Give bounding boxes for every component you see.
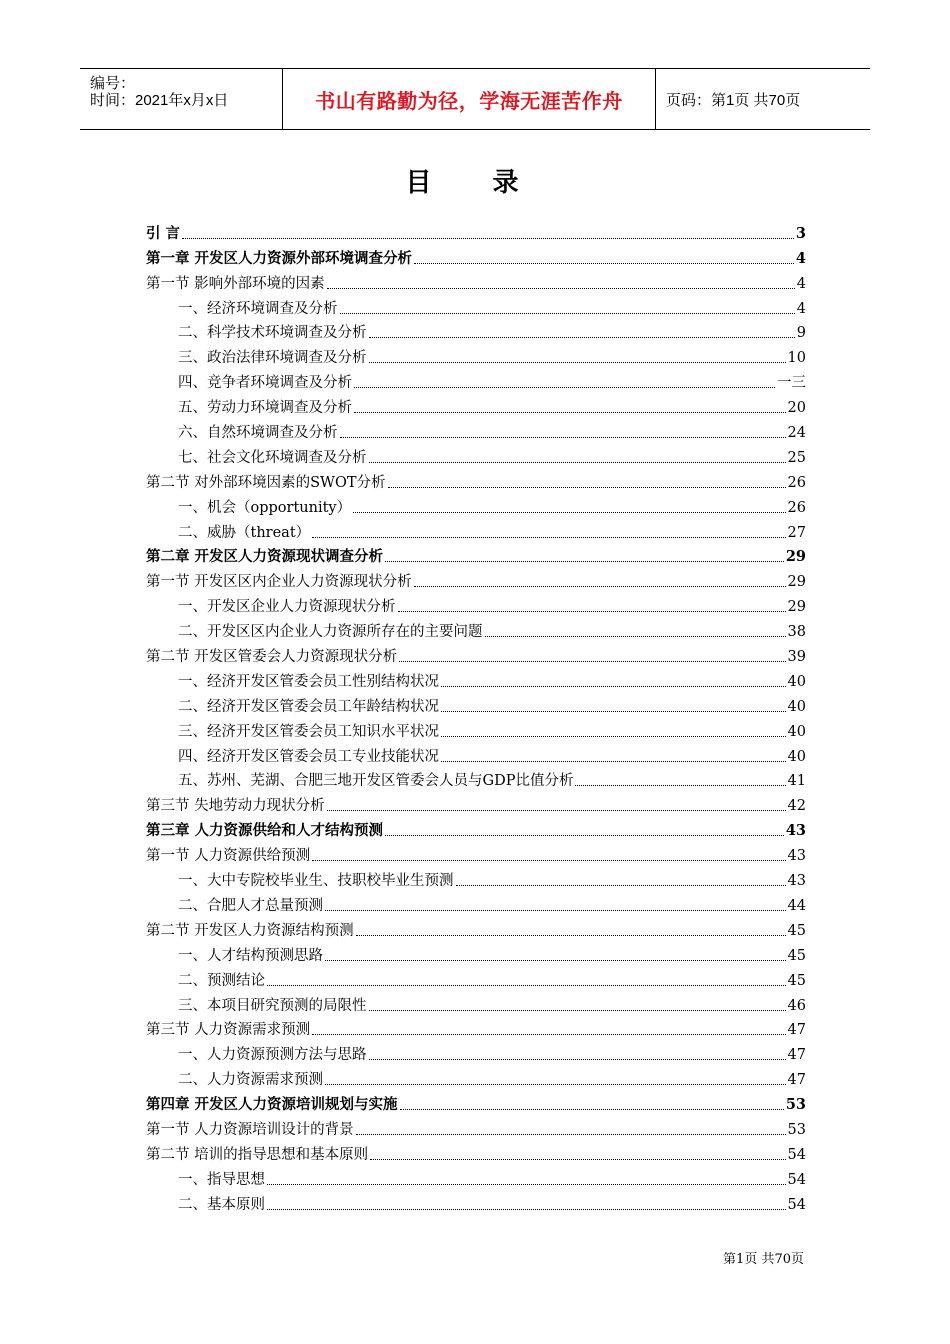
toc-entry[interactable] bbox=[146, 1139, 806, 1164]
toc-entry-title: 三、经济开发区管委会员工知识水平状况 bbox=[178, 723, 439, 740]
toc-dot-leader bbox=[398, 611, 786, 612]
toc-dot-leader bbox=[385, 835, 784, 836]
toc-entry[interactable] bbox=[146, 1164, 806, 1189]
toc-entry-title: 一、机会（opportunity） bbox=[178, 499, 352, 516]
toc-entry-title: 一、经济环境调查及分析 bbox=[178, 300, 338, 317]
toc-entry-page: 9 bbox=[796, 325, 806, 342]
toc-dot-leader bbox=[356, 935, 786, 936]
toc-entry-page: 26 bbox=[787, 474, 806, 491]
toc-entry-page: 4 bbox=[796, 275, 806, 292]
toc-dot-leader bbox=[385, 561, 784, 562]
toc-dot-leader bbox=[354, 412, 786, 413]
toc-dot-leader bbox=[369, 1059, 786, 1060]
toc-entry-title: 第三节 失地劳动力现状分析 bbox=[146, 798, 325, 815]
toc-entry-page: 45 bbox=[787, 972, 806, 989]
toc-entry-title: 第一节 开发区区内企业人力资源现状分析 bbox=[146, 574, 412, 591]
toc-entry[interactable] bbox=[146, 865, 806, 890]
toc-entry-page: 24 bbox=[787, 425, 806, 442]
toc-entry[interactable] bbox=[146, 666, 806, 691]
toc-entry-page: 45 bbox=[787, 947, 806, 964]
toc-dot-leader bbox=[327, 288, 795, 289]
toc-entry[interactable] bbox=[146, 1189, 806, 1214]
toc-entry[interactable] bbox=[146, 790, 806, 815]
toc-entry-title: 第一节 人力资源培训设计的背景 bbox=[146, 1121, 354, 1138]
toc-entry[interactable] bbox=[146, 467, 806, 492]
toc-entry-title: 二、人力资源需求预测 bbox=[178, 1072, 323, 1089]
toc-entry[interactable] bbox=[146, 243, 806, 268]
toc-dot-leader bbox=[399, 661, 785, 662]
toc-entry-page: 43 bbox=[787, 873, 806, 890]
toc-dot-leader bbox=[353, 512, 785, 513]
header-page-number: 页码：第1页 共70页 bbox=[666, 91, 801, 109]
toc-entry[interactable] bbox=[146, 293, 806, 318]
toc-entry-page: 40 bbox=[787, 673, 806, 690]
toc-entry[interactable] bbox=[146, 342, 806, 367]
toc-dot-leader bbox=[369, 362, 786, 363]
toc-entry[interactable] bbox=[146, 1089, 806, 1114]
toc-entry[interactable] bbox=[146, 392, 806, 417]
toc-entry[interactable] bbox=[146, 1015, 806, 1040]
toc-entry[interactable] bbox=[146, 1064, 806, 1089]
toc-dot-leader bbox=[340, 437, 786, 438]
toc-entry[interactable] bbox=[146, 815, 806, 840]
toc-entry-page: 44 bbox=[787, 897, 806, 914]
toc-entry-page: 40 bbox=[787, 748, 806, 765]
toc-dot-leader bbox=[312, 860, 785, 861]
toc-dot-leader bbox=[267, 1184, 786, 1185]
toc-entry[interactable] bbox=[146, 517, 806, 542]
toc-entry-page: 3 bbox=[795, 224, 806, 242]
header-motto: 书山有路勤为径，学海无涯苦作舟 bbox=[315, 88, 623, 113]
toc-entry-page: 43 bbox=[787, 848, 806, 865]
toc-entry-title: 第二节 开发区人力资源结构预测 bbox=[146, 922, 354, 939]
toc-entry-title: 第三章 人力资源供给和人才结构预测 bbox=[146, 822, 384, 840]
toc-entry[interactable] bbox=[146, 318, 806, 343]
toc-entry-page: 26 bbox=[787, 499, 806, 516]
toc-entry-title: 第二节 对外部环境因素的SWOT分析 bbox=[146, 474, 386, 491]
toc-entry-page: 38 bbox=[787, 624, 806, 641]
toc-entry-page: 42 bbox=[787, 798, 806, 815]
toc-dot-leader bbox=[441, 736, 786, 737]
toc-entry-page: 20 bbox=[787, 400, 806, 417]
toc-entry[interactable] bbox=[146, 542, 806, 567]
toc-entry-title: 五、劳动力环境调查及分析 bbox=[178, 400, 352, 417]
toc-entry-title: 第四章 开发区人力资源培训规划与实施 bbox=[146, 1096, 398, 1114]
toc-dot-leader bbox=[369, 462, 786, 463]
toc-entry-page: 4 bbox=[796, 300, 806, 317]
header-motto-cell bbox=[283, 69, 656, 129]
toc-entry-page: 39 bbox=[787, 649, 806, 666]
toc-entry-page: 45 bbox=[787, 922, 806, 939]
toc-entry-page: 53 bbox=[787, 1121, 806, 1138]
toc-entry-title: 第二节 开发区管委会人力资源现状分析 bbox=[146, 649, 398, 666]
toc-entry-page: 一三 bbox=[777, 375, 806, 392]
toc-dot-leader bbox=[370, 1159, 785, 1160]
toc-entry-title: 一、人才结构预测思路 bbox=[178, 947, 323, 964]
toc-entry-title: 第二章 开发区人力资源现状调查分析 bbox=[146, 548, 384, 566]
table-of-contents bbox=[146, 218, 806, 1214]
toc-dot-leader bbox=[485, 636, 786, 637]
toc-entry-page: 29 bbox=[787, 574, 806, 591]
toc-entry[interactable] bbox=[146, 766, 806, 791]
toc-entry-page: 43 bbox=[785, 822, 806, 840]
toc-entry[interactable] bbox=[146, 915, 806, 940]
toc-dot-leader bbox=[441, 761, 786, 762]
toc-dot-leader bbox=[575, 785, 785, 786]
toc-entry[interactable] bbox=[146, 990, 806, 1015]
toc-entry-title: 第二节 培训的指导思想和基本原则 bbox=[146, 1146, 369, 1163]
toc-dot-leader bbox=[267, 1209, 786, 1210]
toc-entry-title: 一、指导思想 bbox=[178, 1171, 265, 1188]
toc-dot-leader bbox=[356, 1134, 786, 1135]
toc-dot-leader bbox=[182, 238, 794, 239]
toc-entry-title: 第一节 人力资源供给预测 bbox=[146, 848, 311, 865]
toc-entry-page: 27 bbox=[787, 524, 806, 541]
toc-dot-leader bbox=[267, 985, 786, 986]
toc-dot-leader bbox=[340, 313, 795, 314]
toc-entry[interactable] bbox=[146, 716, 806, 741]
toc-entry[interactable] bbox=[146, 691, 806, 716]
toc-entry[interactable] bbox=[146, 566, 806, 591]
toc-entry-title: 引 言 bbox=[146, 224, 181, 242]
toc-dot-leader bbox=[312, 1034, 785, 1035]
toc-entry[interactable] bbox=[146, 940, 806, 965]
toc-entry[interactable] bbox=[146, 965, 806, 990]
toc-entry-title: 五、苏州、芜湖、合肥三地开发区管委会人员与GDP比值分析 bbox=[178, 773, 574, 790]
header-left-cell bbox=[80, 69, 283, 129]
toc-entry-page: 40 bbox=[787, 698, 806, 715]
toc-entry-title: 二、预测结论 bbox=[178, 972, 265, 989]
toc-dot-leader bbox=[400, 1109, 784, 1110]
toc-entry[interactable] bbox=[146, 1114, 806, 1139]
toc-entry-page: 25 bbox=[787, 449, 806, 466]
toc-entry-title: 三、政治法律环境调查及分析 bbox=[178, 350, 367, 367]
toc-dot-leader bbox=[456, 885, 786, 886]
toc-dot-leader bbox=[414, 263, 794, 264]
toc-entry[interactable] bbox=[146, 442, 806, 467]
toc-entry[interactable] bbox=[146, 616, 806, 641]
toc-entry-title: 四、经济开发区管委会员工专业技能状况 bbox=[178, 748, 439, 765]
toc-entry[interactable] bbox=[146, 641, 806, 666]
toc-entry-page: 54 bbox=[787, 1171, 806, 1188]
toc-title: 目 录 bbox=[405, 168, 545, 198]
toc-entry-page: 29 bbox=[785, 548, 806, 566]
toc-entry[interactable] bbox=[146, 741, 806, 766]
toc-entry-page: 29 bbox=[787, 599, 806, 616]
toc-entry-title: 二、开发区区内企业人力资源所存在的主要问题 bbox=[178, 624, 483, 641]
toc-entry-page: 4 bbox=[795, 249, 806, 267]
page-header bbox=[80, 68, 870, 130]
page-footer: 第1页 共70页 bbox=[723, 1252, 804, 1267]
toc-entry-title: 第一节 影响外部环境的因素 bbox=[146, 275, 325, 292]
toc-entry[interactable] bbox=[146, 591, 806, 616]
toc-dot-leader bbox=[325, 1084, 786, 1085]
toc-entry-title: 一、大中专院校毕业生、技职校毕业生预测 bbox=[178, 873, 454, 890]
toc-dot-leader bbox=[354, 387, 775, 388]
toc-entry-title: 一、开发区企业人力资源现状分析 bbox=[178, 599, 396, 616]
toc-entry[interactable] bbox=[146, 367, 806, 392]
toc-entry-title: 二、科学技术环境调查及分析 bbox=[178, 325, 367, 342]
toc-dot-leader bbox=[312, 537, 785, 538]
toc-entry-page: 53 bbox=[785, 1096, 806, 1114]
toc-entry-title: 第一章 开发区人力资源外部环境调查分析 bbox=[146, 249, 413, 267]
toc-dot-leader bbox=[325, 960, 786, 961]
toc-dot-leader bbox=[325, 910, 786, 911]
toc-entry-page: 47 bbox=[787, 1072, 806, 1089]
toc-dot-leader bbox=[369, 337, 795, 338]
toc-entry-page: 47 bbox=[787, 1022, 806, 1039]
header-page-cell bbox=[656, 69, 870, 129]
toc-dot-leader bbox=[441, 711, 786, 712]
toc-entry-title: 三、本项目研究预测的局限性 bbox=[178, 997, 367, 1014]
toc-entry-title: 七、社会文化环境调查及分析 bbox=[178, 449, 367, 466]
toc-entry[interactable] bbox=[146, 890, 806, 915]
toc-entry-title: 第三节 人力资源需求预测 bbox=[146, 1022, 311, 1039]
toc-entry-title: 一、经济开发区管委会员工性别结构状况 bbox=[178, 673, 439, 690]
toc-entry-title: 一、人力资源预测方法与思路 bbox=[178, 1047, 367, 1064]
document-number-label: 编号： bbox=[90, 75, 136, 92]
toc-entry-title: 六、自然环境调查及分析 bbox=[178, 425, 338, 442]
toc-entry[interactable] bbox=[146, 268, 806, 293]
toc-entry-title: 二、经济开发区管委会员工年龄结构状况 bbox=[178, 698, 439, 715]
toc-entry-page: 54 bbox=[787, 1196, 806, 1213]
toc-entry-page: 54 bbox=[787, 1146, 806, 1163]
toc-dot-leader bbox=[369, 1010, 786, 1011]
toc-entry-title: 四、竞争者环境调查及分析 bbox=[178, 375, 352, 392]
toc-entry-page: 47 bbox=[787, 1047, 806, 1064]
toc-entry[interactable] bbox=[146, 492, 806, 517]
toc-entry-page: 41 bbox=[787, 773, 806, 790]
toc-entry[interactable] bbox=[146, 840, 806, 865]
toc-dot-leader bbox=[327, 810, 786, 811]
toc-entry-page: 10 bbox=[787, 350, 806, 367]
toc-entry-page: 40 bbox=[787, 723, 806, 740]
toc-entry[interactable] bbox=[146, 218, 806, 243]
toc-entry[interactable] bbox=[146, 417, 806, 442]
toc-dot-leader bbox=[388, 487, 786, 488]
toc-entry-title: 二、基本原则 bbox=[178, 1196, 265, 1213]
toc-dot-leader bbox=[414, 586, 786, 587]
toc-entry-title: 二、威胁（threat） bbox=[178, 524, 311, 541]
document-date-label: 时间：2021年x月x日 bbox=[90, 92, 229, 109]
toc-entry-title: 二、合肥人才总量预测 bbox=[178, 897, 323, 914]
toc-dot-leader bbox=[441, 686, 786, 687]
toc-entry[interactable] bbox=[146, 1039, 806, 1064]
toc-entry-page: 46 bbox=[787, 997, 806, 1014]
